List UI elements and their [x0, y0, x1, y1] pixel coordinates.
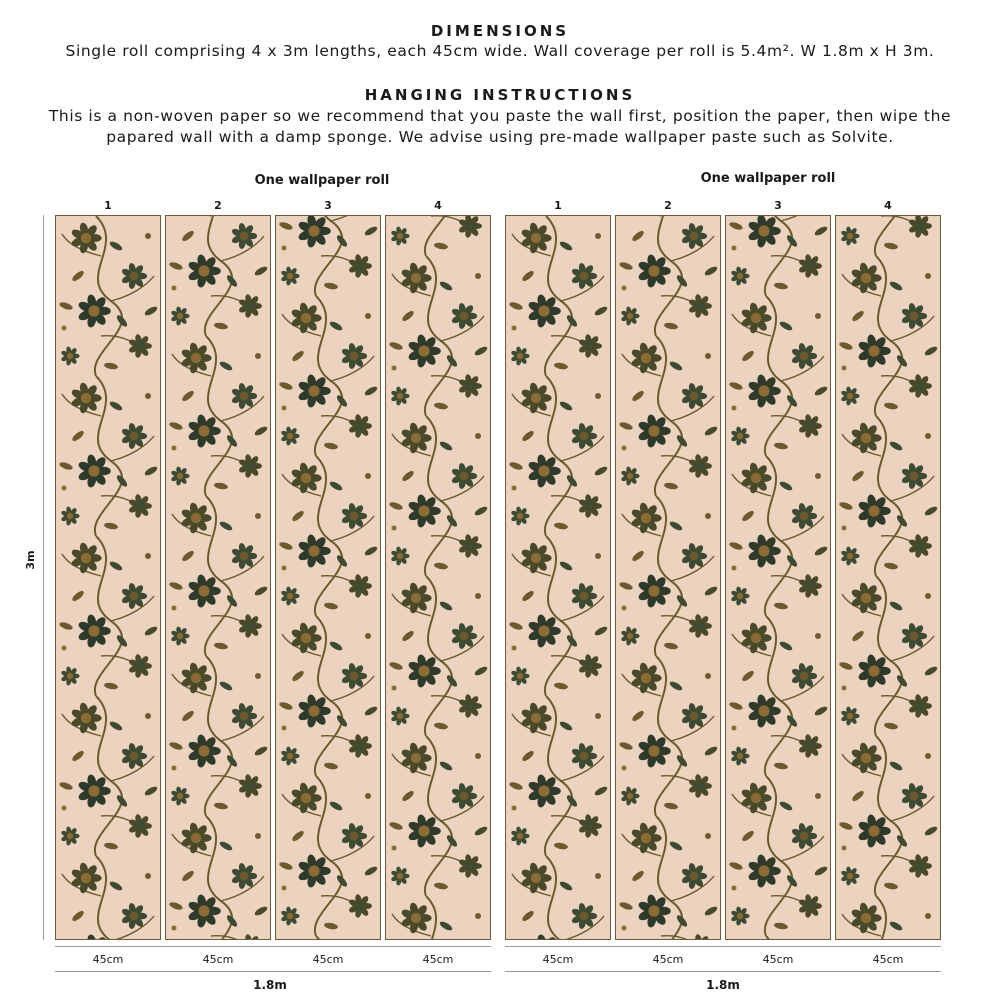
hanging-instructions-line-2: papared wall with a damp sponge. We advise using pre-made wallpaper paste such as Solvite.	[106, 128, 894, 146]
wallpaper-panel	[55, 215, 161, 940]
roll-width-line	[55, 971, 491, 972]
roll-2-panel-number: 1	[554, 199, 562, 212]
panel-width-label: 45cm	[202, 953, 234, 966]
wallpaper-panel	[385, 215, 491, 940]
wallpaper-panel	[275, 215, 381, 940]
roll-width-line	[505, 971, 941, 972]
panel-width-label: 45cm	[312, 953, 344, 966]
panel-width-label: 45cm	[422, 953, 454, 966]
roll-1-title: One wallpaper roll	[254, 173, 390, 188]
height-dimension-line	[43, 215, 44, 940]
roll-1-panel-number: 2	[214, 199, 222, 212]
panel-width-line	[55, 946, 491, 947]
wallpaper-panel	[835, 215, 941, 940]
roll-2-title: One wallpaper roll	[700, 171, 836, 186]
panel-width-label: 45cm	[542, 953, 574, 966]
wallpaper-panel	[615, 215, 721, 940]
roll-1-panel-number: 4	[434, 199, 442, 212]
panel-width-label: 45cm	[92, 953, 124, 966]
wallpaper-panel	[165, 215, 271, 940]
dimensions-heading: DIMENSIONS	[430, 22, 570, 40]
panel-width-line	[505, 946, 941, 947]
panel-width-label: 45cm	[652, 953, 684, 966]
roll-2-total-width: 1.8m	[706, 978, 740, 992]
hanging-instructions-heading: HANGING INSTRUCTIONS	[364, 86, 636, 104]
roll-2-panel-number: 3	[774, 199, 782, 212]
dimensions-text: Single roll comprising 4 x 3m lengths, each 45cm wide. Wall coverage per roll is 5.4m². W 1.8m x H 3m.	[65, 42, 935, 60]
roll-2-panel-number: 4	[884, 199, 892, 212]
roll-1-panel-number: 3	[324, 199, 332, 212]
wallpaper-panel	[505, 215, 611, 940]
roll-1-panel-number: 1	[104, 199, 112, 212]
height-label: 3m	[23, 550, 37, 570]
hanging-instructions-line-1: This is a non-woven paper so we recommend that you paste the wall first, position the paper, then wipe the	[48, 107, 952, 125]
wallpaper-panel	[725, 215, 831, 940]
panel-width-label: 45cm	[762, 953, 794, 966]
panel-width-label: 45cm	[872, 953, 904, 966]
roll-1-total-width: 1.8m	[253, 978, 287, 992]
roll-2-panel-number: 2	[664, 199, 672, 212]
